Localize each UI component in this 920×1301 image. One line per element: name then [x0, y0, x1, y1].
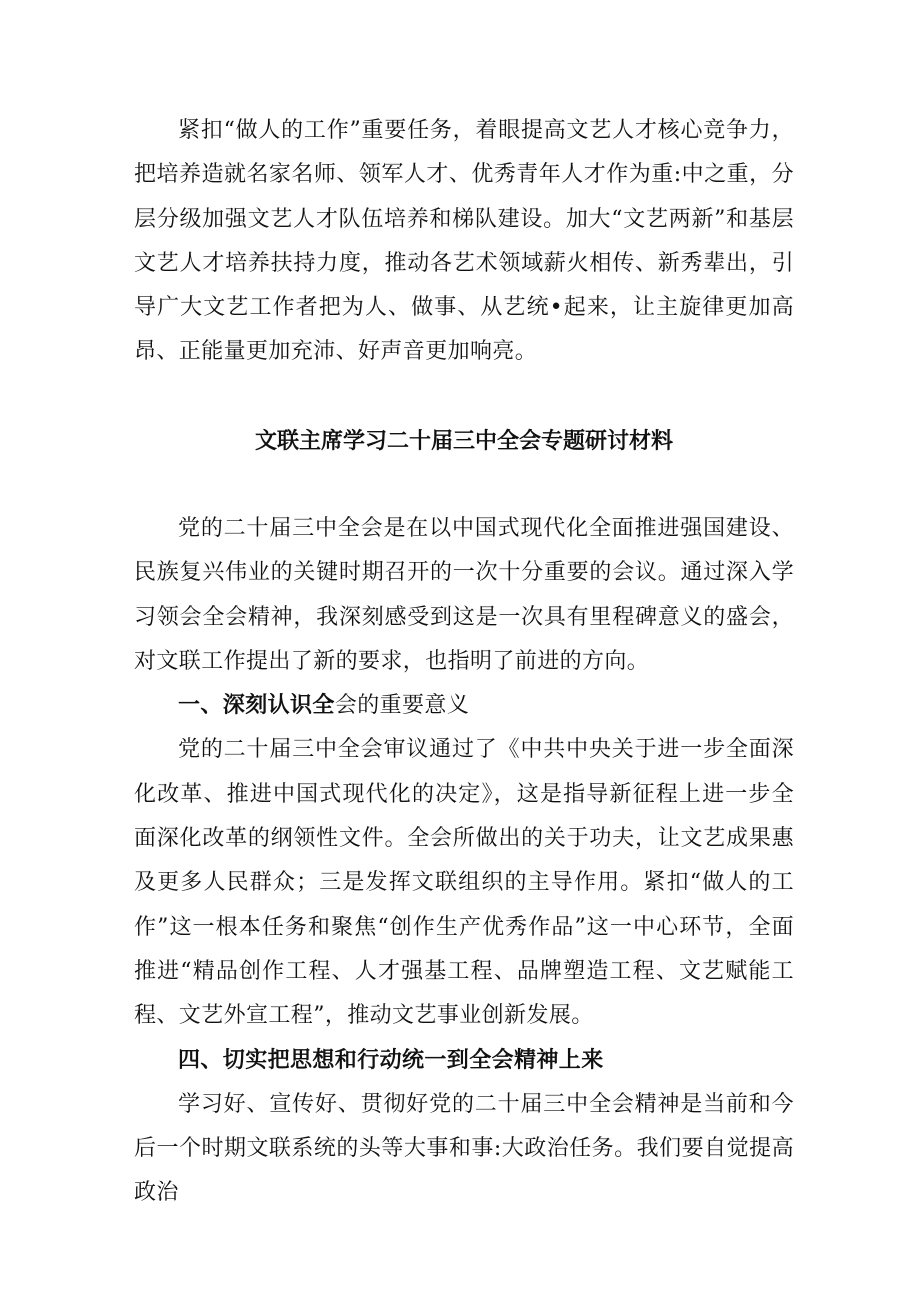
section-heading-1-bold: 一、深刻认识全	[178, 693, 335, 719]
section-heading-1-rest: 会的重要意义	[334, 693, 470, 719]
section-heading-1	[134, 684, 794, 728]
intro-paragraph: 紧扣“做人的工作”重要任务，着眼提高文艺人才核心竞争力，把培养造就名家名师、领军人才、优秀青年人才作为重:中之重，分层分级加强文艺人才队伍培养和梯队建设。加大“文艺两新”和基层文艺人才培养扶持力度，推动各艺术领域薪火相传、新秀辈出，引导广大文艺工作者把为人、做事、从艺统•起来，让主旋律更加高昂、正能量更加充沛、好声音更加响亮。	[134, 118, 794, 365]
section-4-paragraph: 学习好、宣传好、贯彻好党的二十届三中全会精神是当前和今后一个时期文联系统的头等大事和事:大政治任务。我们要自觉提高政治	[134, 1091, 794, 1206]
section-1-paragraph: 党的二十届三中全会审议通过了《中共中央关于进一步全面深化改革、推进中国式现代化的决定》，这是指导新征程上进一步全面深化改革的纲领性文件。全会所做出的关于功夫，让文艺成果惠及更多人民群众；三是发挥文联组织的主导作用。紧扣“做人的工作”这一根本任务和聚焦“创作生产优秀作品”这一中心环节，全面推进“精品创作工程、人才强基工程、品牌塑造工程、文艺赋能工程、文艺外宣工程”，推动文艺事业创新发展。	[134, 737, 794, 1029]
main-section	[134, 507, 794, 1216]
section-heading-4: 四、切实把思想和行动统一到全会精神上来	[178, 1047, 604, 1073]
opening-paragraph: 党的二十届三中全会是在以中国式现代化全面推进强国建设、民族复兴伟业的关键时期召开的一次十分重要的会议。通过深入学习领会全会精神，我深刻感受到这是一次具有里程碑意义的盛会，对文联工作提出了新的要求，也指明了前进的方向。	[134, 516, 794, 674]
intro-section	[134, 109, 794, 375]
document-title: 文联主席学习二十届三中全会专题研讨材料	[254, 429, 673, 454]
